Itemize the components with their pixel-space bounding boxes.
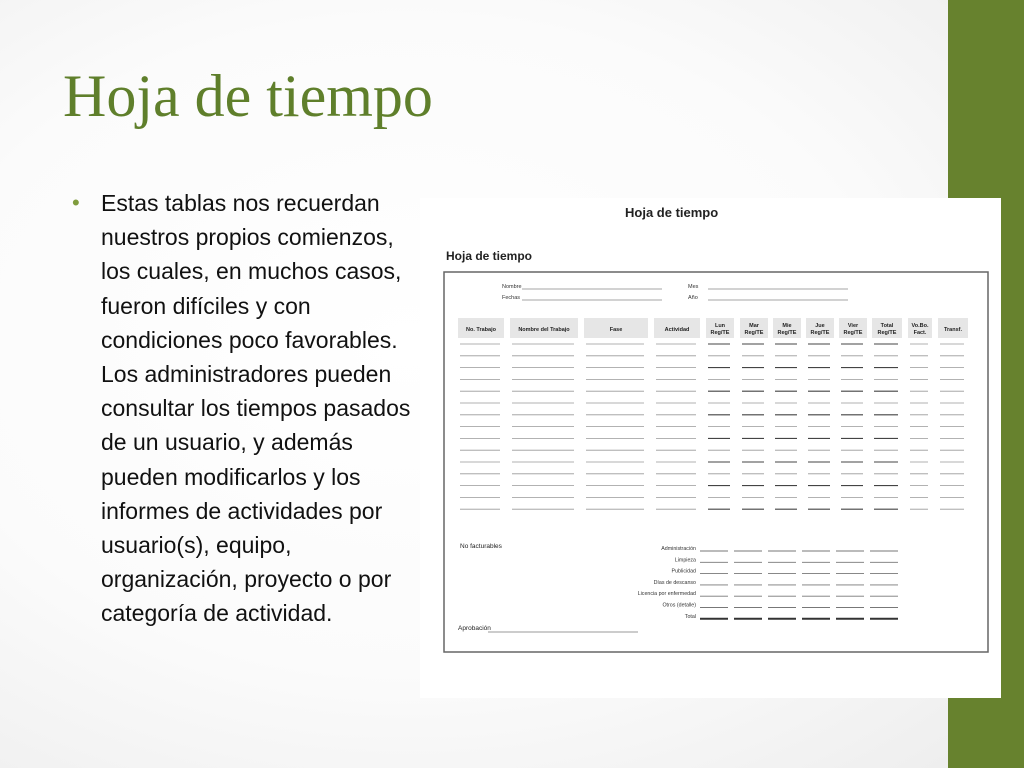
column-header-label: Total Reg/TE (877, 323, 897, 336)
form-header-label: Nombre (502, 284, 522, 290)
non-billable-row-label: Administración (661, 546, 696, 552)
form-header-label: Año (688, 295, 698, 301)
column-header-label: Jue Reg/TE (810, 323, 830, 336)
form-header-label: Mes (688, 284, 699, 290)
approval-label: Aprobación (458, 625, 491, 632)
column-header-label: No. Trabajo (466, 327, 496, 333)
non-billable-row-label: Publicidad (671, 568, 696, 575)
non-billable-rows (638, 546, 898, 620)
non-billable-row-label: Licencia por enfermedad (637, 591, 696, 598)
column-header-label: Lun Reg/TE (710, 323, 730, 336)
form-caption: Hoja de tiempo (446, 249, 533, 263)
column-header-label: Mar Reg/TE (744, 323, 764, 336)
non-billable-label: No facturables (460, 543, 502, 550)
non-billable-row-label: Otros (detalle) (662, 602, 696, 609)
bullet-text: Estas tablas nos recuerdan nuestros propios comienzos, los cuales, en muchos casos, fueron difíciles y con condiciones poco favorables. Los administradores pueden consultar los tiempos pasados de un usuario, y además pueden modificarlos y los informes de actividades por usuario(s), equipo, organización, proyecto o por categoría de actividad. (101, 190, 411, 627)
bullet-dot-icon: • (72, 190, 80, 215)
slide-title: Hoja de tiempo (63, 63, 433, 129)
bullet-item (72, 186, 418, 631)
non-billable-row-label: Total (684, 613, 696, 620)
form-grid (460, 344, 964, 509)
form-column-headers (458, 318, 968, 338)
column-header-label: Transf. (943, 327, 963, 333)
timesheet-form-image (420, 198, 1001, 698)
form-header-label: Fechas (502, 295, 521, 301)
column-header-label: Vo.Bo. Fact. (911, 323, 929, 336)
figure-caption: Hoja de tiempo (625, 205, 719, 220)
column-header-label: Vier Reg/TE (843, 323, 863, 336)
non-billable-row-label: Días de descanso (653, 579, 696, 586)
timesheet-figure (420, 198, 1001, 698)
column-header-label: Actividad (664, 327, 690, 333)
column-header-label: Mie Reg/TE (777, 323, 797, 336)
non-billable-row-label: Limpieza (674, 557, 696, 564)
column-header-label: Fase (609, 327, 623, 333)
column-header-label: Nombre del Trabajo (518, 327, 570, 333)
form-header-fields (502, 284, 848, 301)
